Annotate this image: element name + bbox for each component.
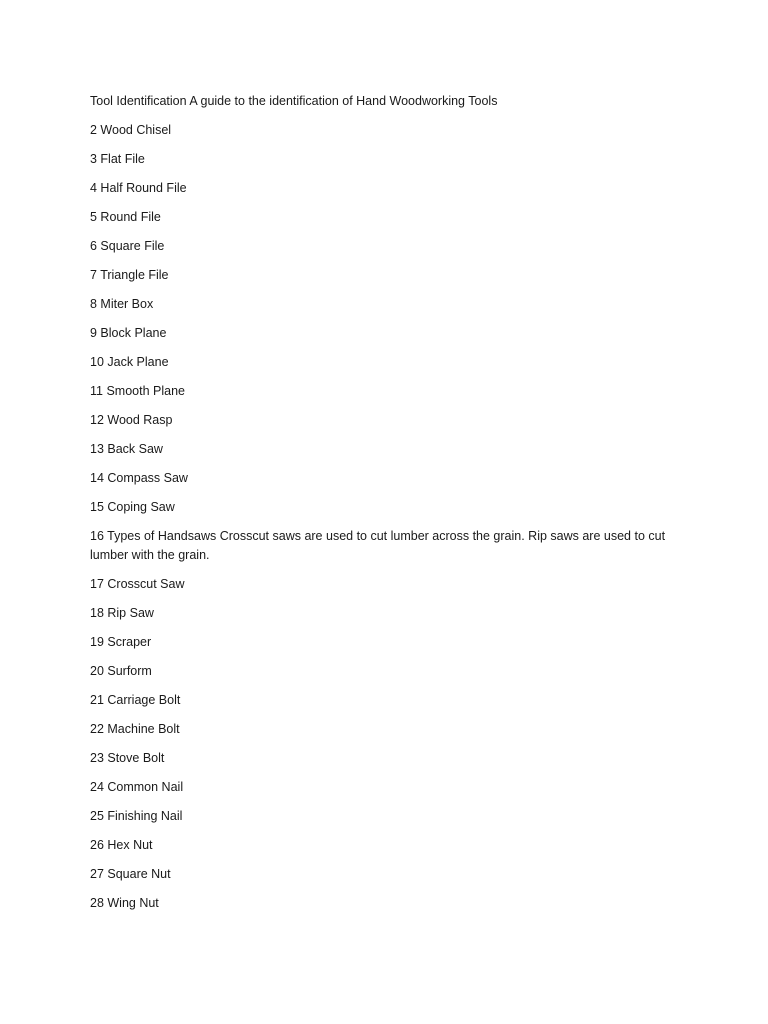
list-item: 11 Smooth Plane — [90, 384, 185, 398]
list-item: 27 Square Nut — [90, 867, 171, 881]
list-item: 12 Wood Rasp — [90, 413, 173, 427]
list-item: 2 Wood Chisel — [90, 123, 172, 137]
list-item: 9 Block Plane — [90, 326, 167, 340]
list-item: 8 Miter Box — [90, 297, 154, 311]
list-item: 6 Square File — [90, 239, 165, 253]
list-item: 24 Common Nail — [90, 780, 184, 794]
list-item: 18 Rip Saw — [90, 606, 154, 620]
list-item: 4 Half Round File — [90, 181, 187, 195]
list-item: 13 Back Saw — [90, 442, 163, 456]
list-item: 14 Compass Saw — [90, 471, 188, 485]
list-item: 5 Round File — [90, 210, 161, 224]
list-item: 22 Machine Bolt — [90, 722, 180, 736]
document-body — [90, 92, 670, 923]
list-item: 26 Hex Nut — [90, 838, 153, 852]
list-item-paragraph: 16 Types of Handsaws Crosscut saws are used to cut lumber across the grain. Rip saws are used to cut lumber with the grain. — [90, 529, 666, 562]
document-title: Tool Identification A guide to the identification of Hand Woodworking Tools — [90, 94, 498, 108]
list-item: 17 Crosscut Saw — [90, 577, 185, 591]
list-item: 15 Coping Saw — [90, 500, 175, 514]
list-item: 3 Flat File — [90, 152, 145, 166]
list-item: 10 Jack Plane — [90, 355, 169, 369]
list-item: 21 Carriage Bolt — [90, 693, 181, 707]
list-item: 20 Surform — [90, 664, 152, 678]
list-item: 19 Scraper — [90, 635, 152, 649]
list-item: 7 Triangle File — [90, 268, 169, 282]
list-item: 25 Finishing Nail — [90, 809, 183, 823]
list-item: 28 Wing Nut — [90, 896, 159, 910]
list-item: 23 Stove Bolt — [90, 751, 165, 765]
